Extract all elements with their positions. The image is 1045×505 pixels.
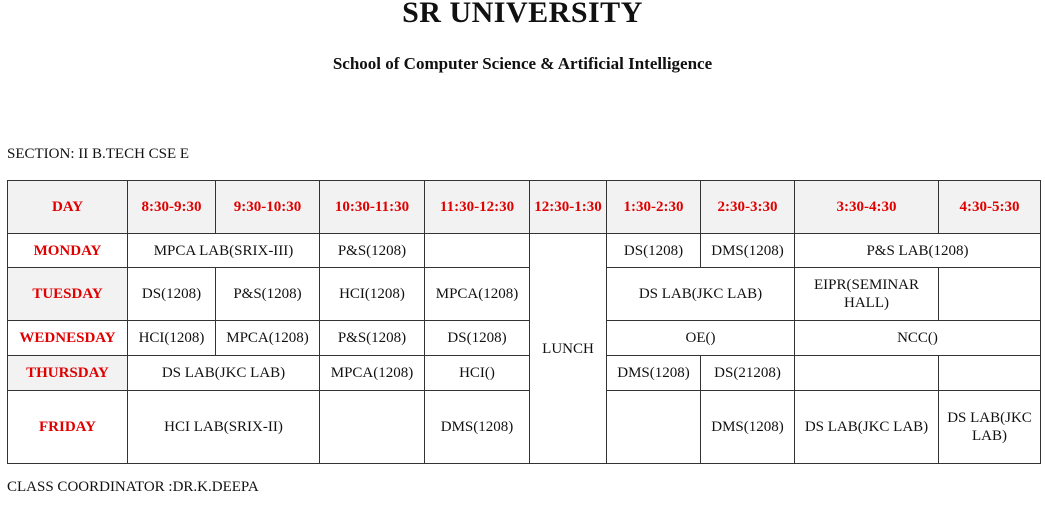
- row-thursday: [8, 356, 1041, 391]
- day-monday: MONDAY: [8, 234, 128, 268]
- cell: DS(1208): [607, 234, 701, 268]
- cell: MPCA(1208): [320, 356, 425, 391]
- cell: DS(1208): [425, 321, 530, 356]
- cell: HCI LAB(SRIX-II): [128, 391, 320, 464]
- cell: DS LAB(JKC LAB): [795, 391, 939, 464]
- cell: P&S LAB(1208): [795, 234, 1041, 268]
- lunch-cell: LUNCH: [530, 234, 607, 464]
- cell: NCC(): [795, 321, 1041, 356]
- cell: OE(): [607, 321, 795, 356]
- cell: [607, 391, 701, 464]
- cell: [939, 268, 1041, 321]
- slot-header: 11:30-12:30: [425, 181, 530, 234]
- slot-header: 9:30-10:30: [216, 181, 320, 234]
- slot-header: 2:30-3:30: [701, 181, 795, 234]
- slot-header: 8:30-9:30: [128, 181, 216, 234]
- day-tuesday: TUESDAY: [8, 268, 128, 321]
- cell: HCI(1208): [320, 268, 425, 321]
- cell: DS LAB(JKC LAB): [128, 356, 320, 391]
- row-tuesday: [8, 268, 1041, 321]
- cell: P&S(1208): [320, 321, 425, 356]
- day-wednesday: WEDNESDAY: [8, 321, 128, 356]
- cell: HCI(): [425, 356, 530, 391]
- row-friday: [8, 391, 1041, 464]
- cell: [425, 234, 530, 268]
- cell: P&S(1208): [320, 234, 425, 268]
- cell: DS LAB(JKC LAB): [607, 268, 795, 321]
- day-thursday: THURSDAY: [8, 356, 128, 391]
- cell: DS(1208): [128, 268, 216, 321]
- header-row: [8, 181, 1041, 234]
- cell: DS(21208): [701, 356, 795, 391]
- row-wednesday: [8, 321, 1041, 356]
- slot-header: 1:30-2:30: [607, 181, 701, 234]
- cell: DS LAB(JKC LAB): [939, 391, 1041, 464]
- school-name: School of Computer Science & Artificial Intelligence: [332, 54, 713, 73]
- cell: P&S(1208): [216, 268, 320, 321]
- cell: MPCA(1208): [216, 321, 320, 356]
- cell: DMS(1208): [425, 391, 530, 464]
- day-friday: FRIDAY: [8, 391, 128, 464]
- cell: [939, 356, 1041, 391]
- class-coordinator: CLASS COORDINATOR :DR.K.DEEPA: [7, 479, 259, 495]
- cell: EIPR(SEMINAR HALL): [795, 268, 939, 321]
- cell: MPCA(1208): [425, 268, 530, 321]
- cell: MPCA LAB(SRIX-III): [128, 234, 320, 268]
- university-title: SR UNIVERSITY: [402, 0, 643, 29]
- cell: DMS(1208): [701, 234, 795, 268]
- slot-header: 12:30-1:30: [530, 181, 607, 234]
- day-header: DAY: [8, 181, 128, 234]
- cell: HCI(1208): [128, 321, 216, 356]
- cell: DMS(1208): [607, 356, 701, 391]
- timetable: [7, 180, 1041, 464]
- row-monday: [8, 234, 1041, 268]
- slot-header: 4:30-5:30: [939, 181, 1041, 234]
- slot-header: 10:30-11:30: [320, 181, 425, 234]
- section-label: SECTION: II B.TECH CSE E: [7, 146, 190, 162]
- slot-header: 3:30-4:30: [795, 181, 939, 234]
- cell: DMS(1208): [701, 391, 795, 464]
- cell: [320, 391, 425, 464]
- cell: [795, 356, 939, 391]
